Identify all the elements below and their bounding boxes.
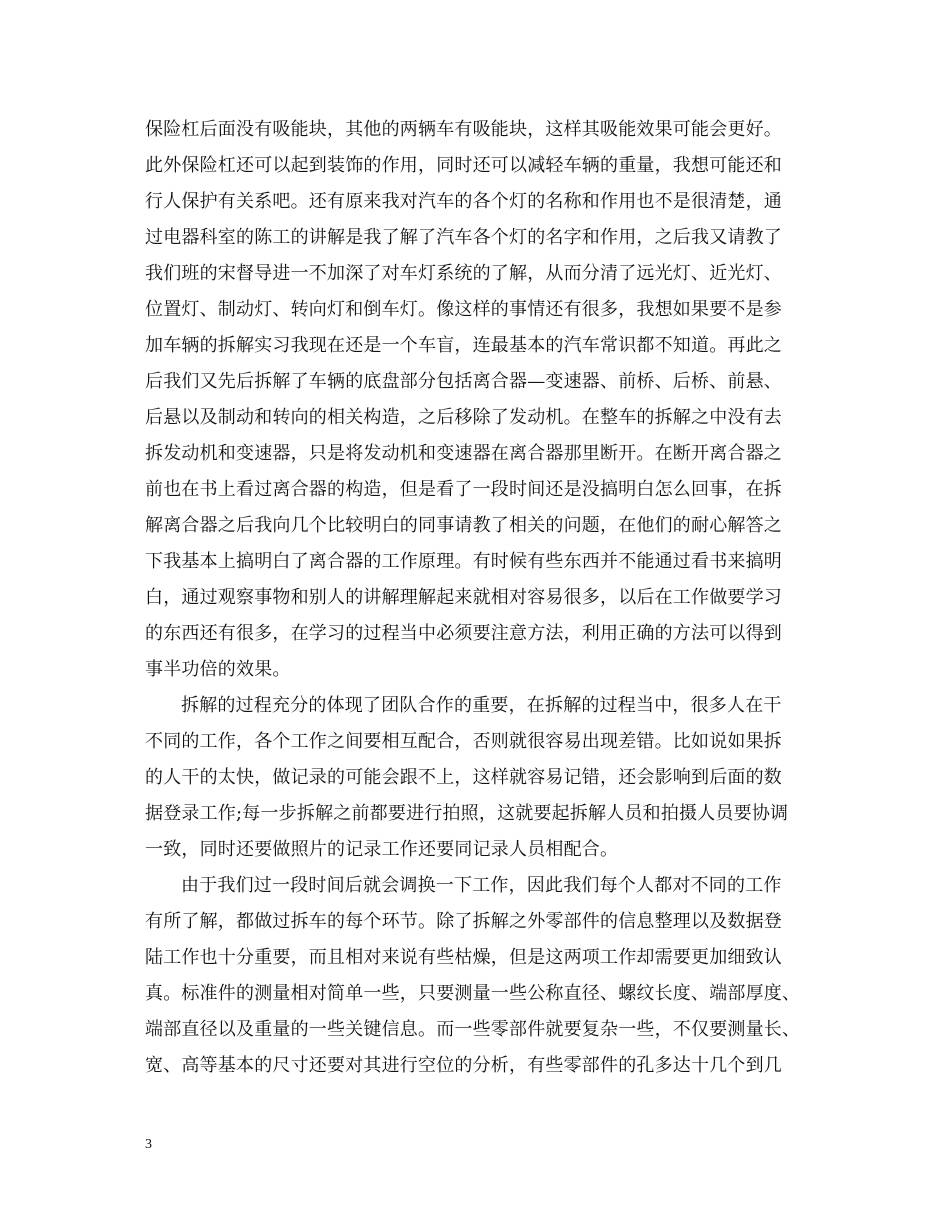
text-line-indented: 拆解的过程充分的体现了团队合作的重要，在拆解的过程当中，很多人在干	[181, 695, 782, 716]
text-line: 位置灯、制动灯、转向灯和倒车灯。像这样的事情还有很多，我想如果要不是参	[145, 299, 782, 320]
text-line: 行人保护有关系吧。还有原来我对汽车的各个灯的名称和作用也不是很清楚，通	[145, 191, 782, 212]
text-line: 过电器科室的陈工的讲解是我了解了汽车各个灯的名字和作用，之后我又请教了	[145, 227, 782, 248]
text-line: 我们班的宋督导进一不加深了对车灯系统的了解，从而分清了远光灯、近光灯、	[145, 263, 782, 284]
text-line: 有所了解，都做过拆车的每个环节。除了拆解之外零部件的信息整理以及数据登	[145, 911, 782, 932]
page-number: 3	[145, 1137, 152, 1152]
paragraph-1	[145, 112, 810, 688]
text-line: 拆发动机和变速器，只是将发动机和变速器在离合器那里断开。在断开离合器之	[145, 443, 782, 464]
text-line: 解离合器之后我向几个比较明白的同事请教了相关的问题，在他们的耐心解答之	[145, 515, 782, 536]
text-line-indented: 由于我们过一段时间后就会调换一下工作，因此我们每个人都对不同的工作	[181, 875, 782, 896]
text-line: 此外保险杠还可以起到装饰的作用，同时还可以减轻车辆的重量，我想可能还和	[145, 155, 782, 176]
text-line: 加车辆的拆解实习我现在还是一个车盲，连最基本的汽车常识都不知道。再此之	[145, 335, 782, 356]
text-line: 后我们又先后拆解了车辆的底盘部分包括离合器—变速器、前桥、后桥、前悬、	[145, 371, 782, 392]
text-line: 后悬以及制动和转向的相关构造，之后移除了发动机。在整车的拆解之中没有去	[145, 407, 782, 428]
document-body	[145, 112, 810, 1084]
text-line: 保险杠后面没有吸能块，其他的两辆车有吸能块，这样其吸能效果可能会更好。	[145, 119, 782, 140]
text-line: 据登录工作;每一步拆解之前都要进行拍照，这就要起拆解人员和拍摄人员要协调	[145, 803, 789, 824]
paragraph-2	[145, 688, 810, 868]
paragraph-3	[145, 868, 810, 1084]
text-line: 一致，同时还要做照片的记录工作还要同记录人员相配合。	[145, 839, 619, 860]
text-line: 前也在书上看过离合器的构造，但是看了一段时间还是没搞明白怎么回事，在拆	[145, 479, 782, 500]
text-line: 的人干的太快，做记录的可能会跟不上，这样就容易记错，还会影响到后面的数	[145, 767, 782, 788]
text-line: 下我基本上搞明白了离合器的工作原理。有时候有些东西并不能通过看书来搞明	[145, 551, 782, 572]
text-line: 陆工作也十分重要，而且相对来说有些枯燥，但是这两项工作却需要更加细致认	[145, 947, 782, 968]
text-line: 白，通过观察事物和别人的讲解理解起来就相对容易很多，以后在工作做要学习	[145, 587, 782, 608]
text-line: 端部直径以及重量的一些关键信息。而一些零部件就要复杂一些，不仅要测量长、	[145, 1019, 801, 1040]
text-line: 真。标准件的测量相对简单一些，只要测量一些公称直径、螺纹长度、端部厚度、	[145, 983, 801, 1004]
text-line: 宽、高等基本的尺寸还要对其进行空位的分析，有些零部件的孔多达十几个到几	[145, 1055, 782, 1076]
text-line: 的东西还有很多，在学习的过程当中必须要注意方法，利用正确的方法可以得到	[145, 623, 782, 644]
text-line: 事半功倍的效果。	[145, 659, 291, 680]
text-line: 不同的工作，各个工作之间要相互配合，否则就很容易出现差错。比如说如果拆	[145, 731, 782, 752]
